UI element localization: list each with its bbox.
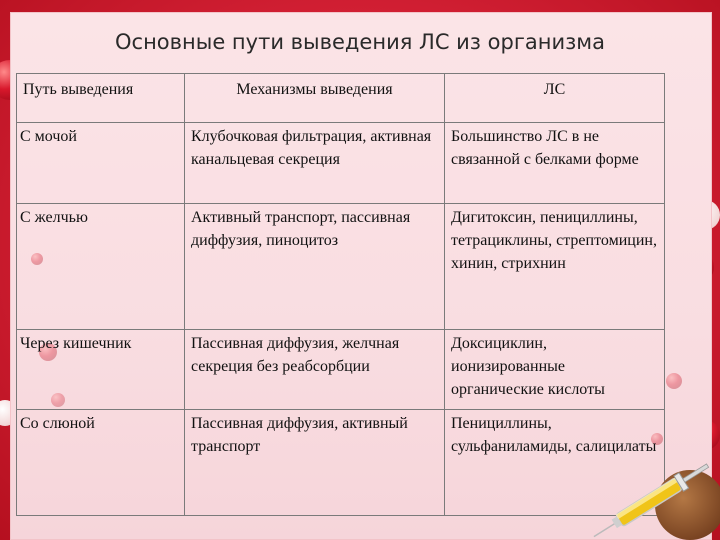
route-cell: Через кишечник — [17, 330, 185, 410]
table-row — [17, 123, 665, 204]
route-cell: Со слюной — [17, 410, 185, 516]
drug-cell: Доксициклин, ионизированные органические кислоты — [445, 330, 665, 410]
mechanism-cell: Пассивная диффузия, активный транспорт — [185, 410, 445, 516]
blood-cell-dot — [666, 373, 682, 389]
elimination-table — [16, 73, 665, 516]
mechanism-cell: Клубочковая фильтрация, активная канальцевая секреция — [185, 123, 445, 204]
mechanism-cell: Активный транспорт, пассивная диффузия, пиноцитоз — [185, 204, 445, 330]
column-header: ЛС — [445, 74, 665, 123]
syringe-icon — [592, 452, 720, 540]
drug-cell: Дигитоксин, пенициллины, тетрациклины, стрептомицин, хинин, стрихнин — [445, 204, 665, 330]
route-cell: С мочой — [17, 123, 185, 204]
table-row — [17, 410, 665, 516]
table-row — [17, 330, 665, 410]
table-row — [17, 204, 665, 330]
table-header-row — [17, 74, 665, 123]
column-header: Путь выведения — [17, 74, 185, 123]
slide-title: Основные пути выведения ЛС из организма — [115, 30, 605, 54]
drug-cell: Пенициллины, сульфаниламиды, салицилаты — [445, 410, 665, 516]
drug-cell: Большинство ЛС в не связанной с белками форме — [445, 123, 665, 204]
column-header: Механизмы выведения — [185, 74, 445, 123]
mechanism-cell: Пассивная диффузия, желчная секреция без реабсорбции — [185, 330, 445, 410]
route-cell: С желчью — [17, 204, 185, 330]
